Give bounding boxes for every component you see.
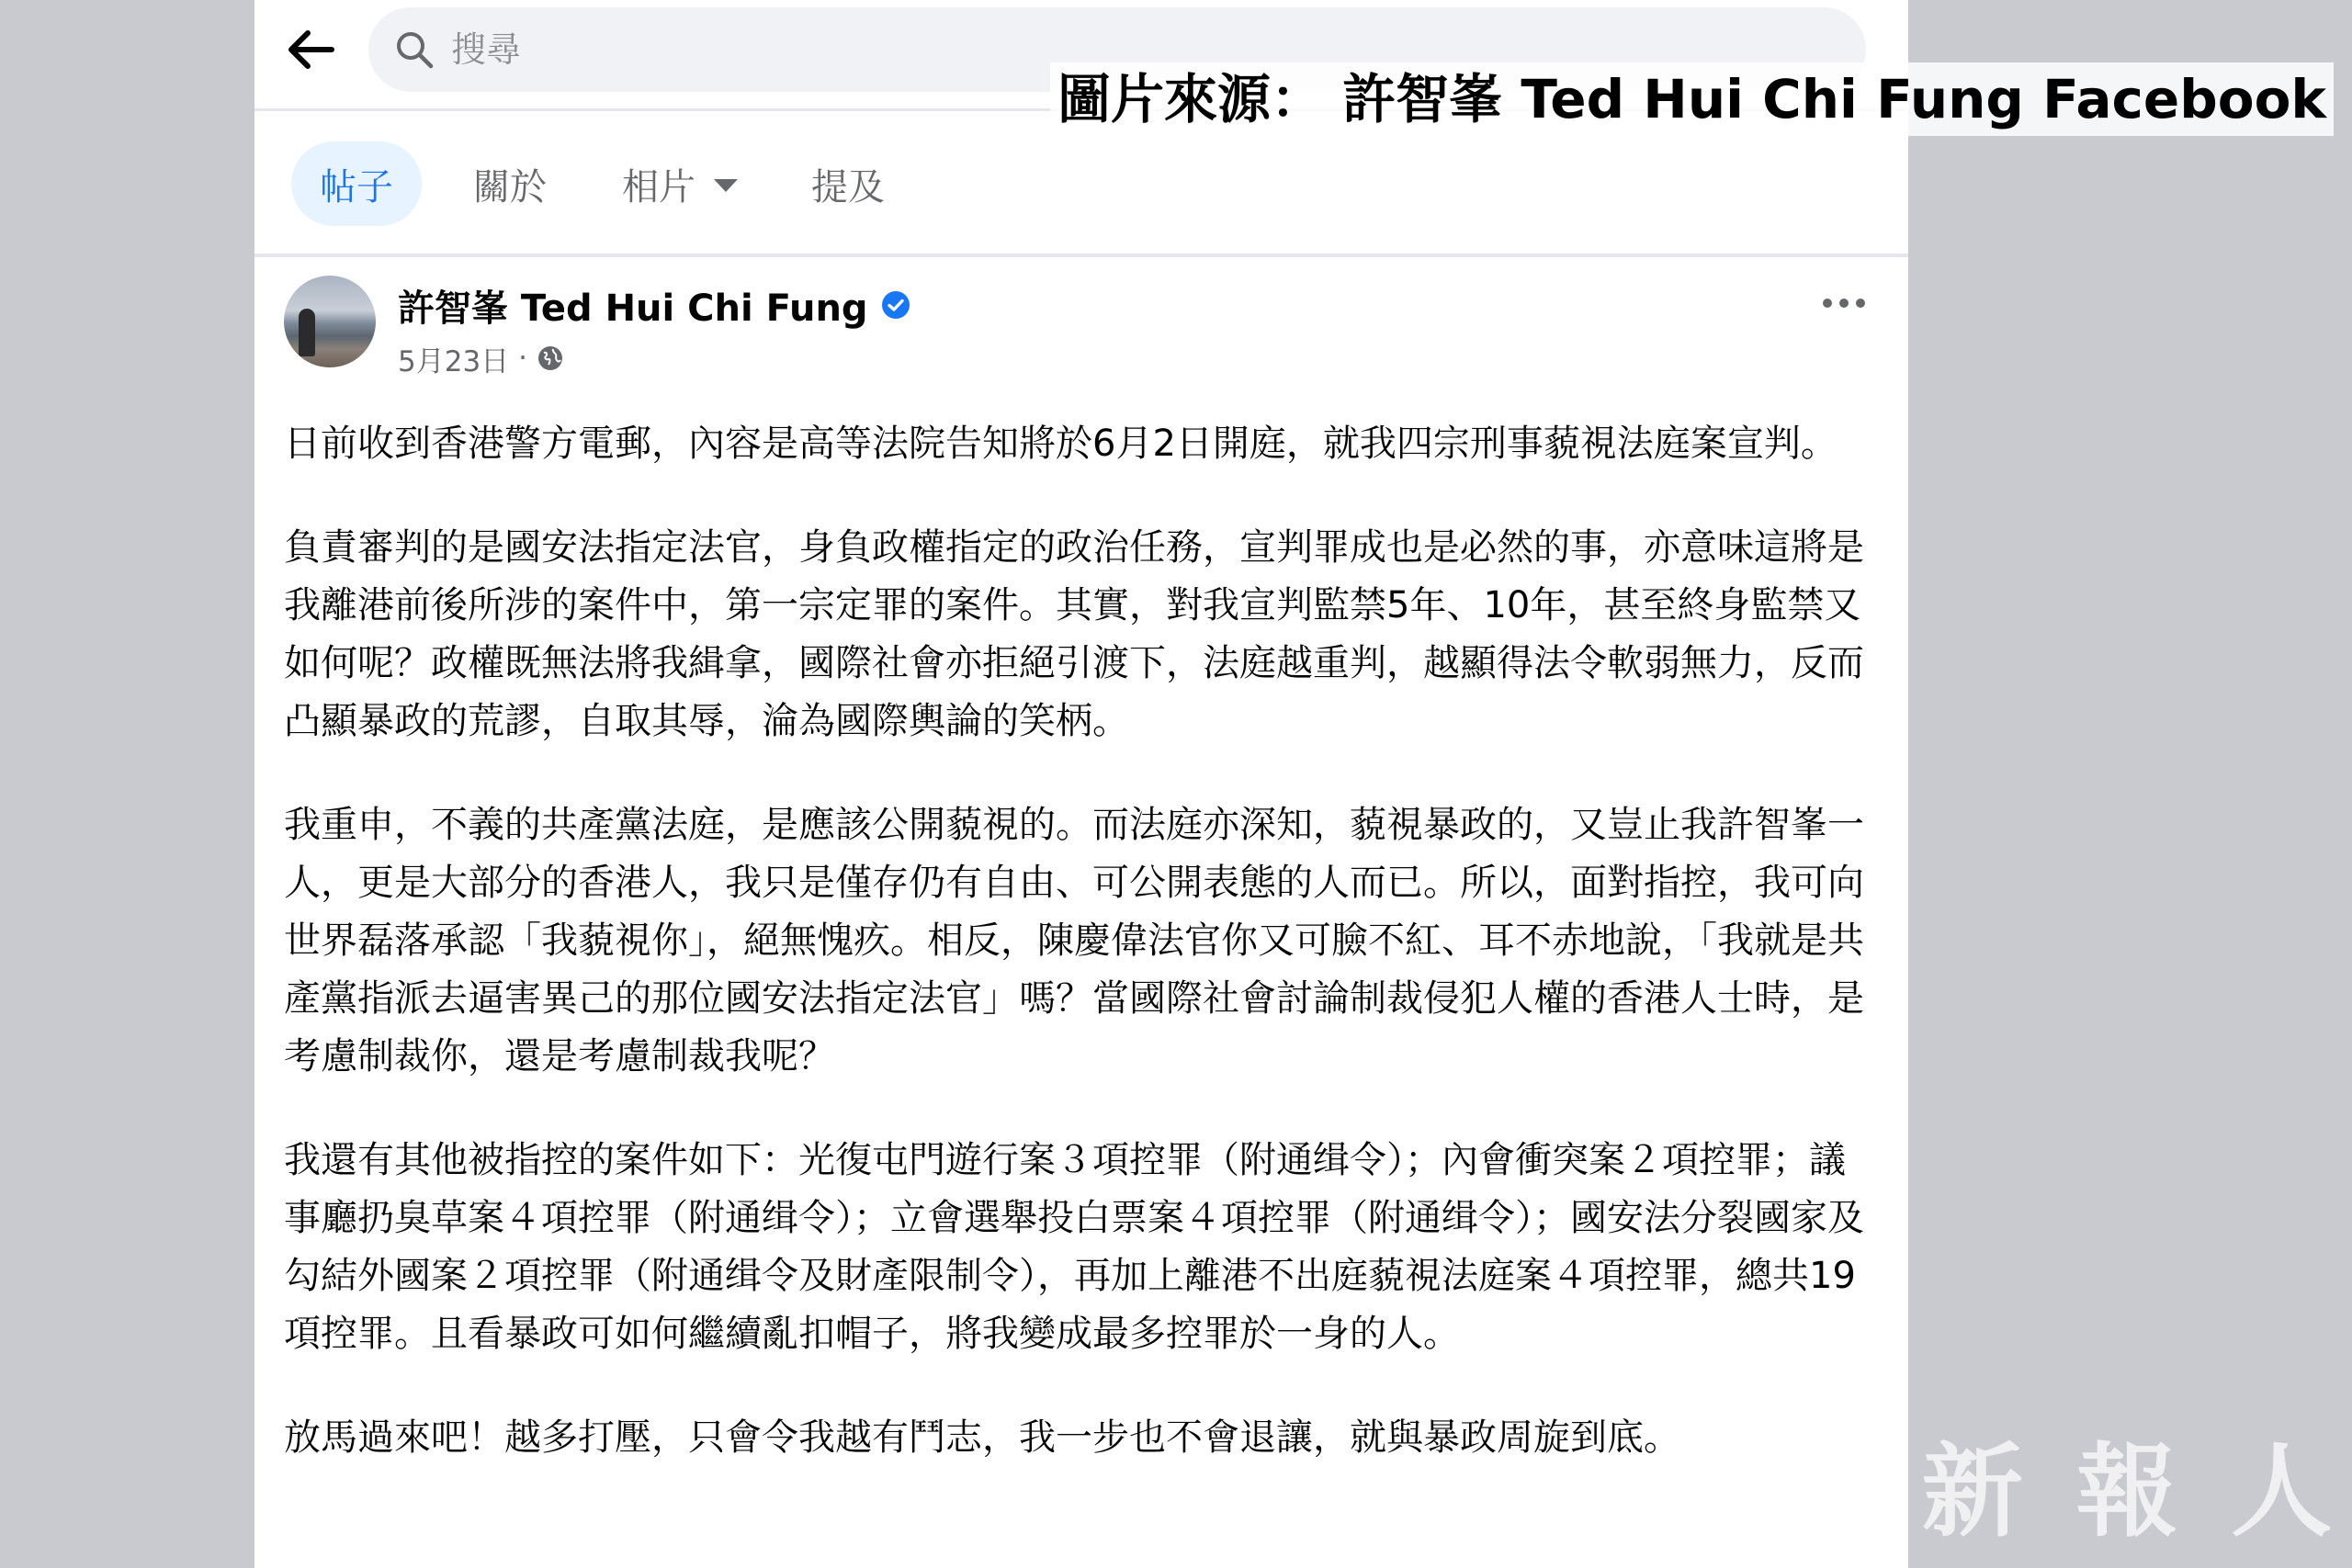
tab-photos-label: 相片 [622,165,695,209]
post-paragraph: 日前收到香港警方電郵，內容是高等法院告知將於6月2日開庭，就我四宗刑事藐視法庭案宣判。 [284,423,1838,465]
avatar[interactable] [284,276,376,367]
post-date-link[interactable]: 5月23日 [398,344,510,378]
tab-photos[interactable] [622,141,738,226]
post-paragraph: 負責審判的是國安法指定法官，身負政權指定的政治任務，宣判罪成也是必然的事，亦意味這將是我離港前後所涉的案件中，第一宗定罪的案件。其實，對我宣判監禁5年、10年，甚至終身監禁又如何呢？政權既無法將我緝拿，國際社會亦拒絕引渡下，法庭越重判，越顯得法令軟弱無力，反而凸顯暴政的荒謬，自取其辱，淪為國際輿論的笑柄。 [284,526,1864,742]
avatar-person-figure [299,309,315,356]
tab-about-label: 關於 [473,165,547,209]
tab-posts-label: 帖子 [320,165,393,209]
watermark-logo: 新 報 人 [1921,1432,2342,1551]
verified-badge-icon [881,290,910,320]
tab-mentions-label: 提及 [811,165,885,209]
image-source-caption: 圖片來源： 許智峯 Ted Hui Chi Fung Facebook [1050,62,2334,136]
post-body [284,415,1864,1513]
post-paragraph: 我重申，不義的共產黨法庭，是應該公開藐視的。而法庭亦深知，藐視暴政的，又豈止我許智峯一人，更是大部分的香港人，我只是僅存仍有自由、可公開表態的人而已。所以，面對指控，我可向世界磊落承認「我藐視你」，絕無愧疚。相反，陳慶偉法官你又可臉不紅、耳不赤地說，「我就是共產黨指派去逼害異己的那位國安法指定法官」嗎？當國際社會討論制裁侵犯人權的香港人士時，是考慮制裁你，還是考慮制裁我呢？ [284,804,1864,1077]
globe-icon[interactable] [537,344,564,372]
tab-posts[interactable] [291,141,422,226]
tab-about[interactable] [473,141,547,226]
search-icon [392,28,436,72]
post-paragraph: 放馬過來吧！越多打壓，只會令我越有鬥志，我一步也不會退讓，就與暴政周旋到底。 [284,1416,1680,1459]
tab-mentions[interactable] [811,141,885,226]
meta-separator: · [518,342,528,375]
post-card [254,257,1908,1568]
arrow-left-icon [282,20,341,79]
more-options-icon [1816,285,1871,321]
author-name-link[interactable]: 許智峯 Ted Hui Chi Fung [398,287,868,330]
more-options-button[interactable] [1816,285,1871,321]
post-paragraph: 我還有其他被指控的案件如下：光復屯門遊行案３項控罪（附通缉令）；內會衝突案２項控罪；議事廳扔臭草案４項控罪（附通缉令）；立會選舉投白票案４項控罪（附通缉令）；國安法分裂國家及勾結外國案２項控罪（附通缉令及財產限制令），再加上離港不出庭藐視法庭案４項控罪，總共19項控罪。且看暴政可如何繼續亂扣帽子，將我變成最多控罪於一身的人。 [284,1139,1864,1355]
caret-down-icon [714,179,738,192]
post-header [398,277,910,333]
post-meta [398,340,564,377]
back-button[interactable] [282,20,341,79]
facebook-page-screen [254,0,1908,1568]
